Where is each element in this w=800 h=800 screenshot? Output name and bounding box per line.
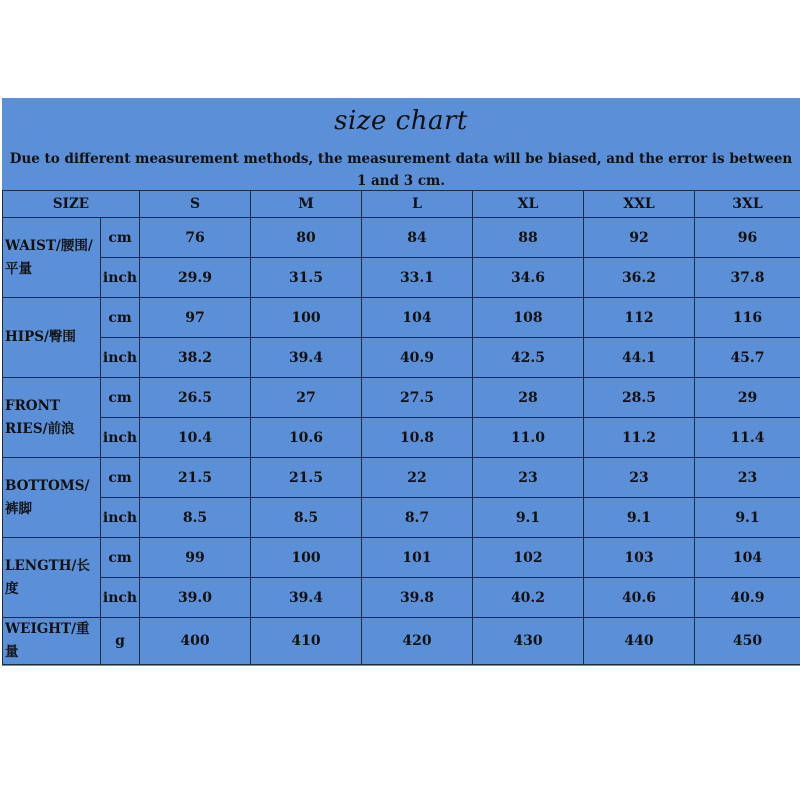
value-cell: 8.7 [362, 498, 473, 538]
size-header-cell: S [140, 191, 251, 218]
value-cell: 34.6 [473, 258, 584, 298]
unit-cell: cm [101, 458, 140, 498]
value-cell: 11.0 [473, 418, 584, 458]
size-header-cell: 3XL [695, 191, 800, 218]
value-cell: 38.2 [140, 338, 251, 378]
value-cell: 45.7 [695, 338, 800, 378]
value-cell: 37.8 [695, 258, 800, 298]
measure-label-length: LENGTH/长度 [3, 538, 101, 618]
table-row [3, 458, 800, 498]
unit-cell: cm [101, 218, 140, 258]
value-cell: 29 [695, 378, 800, 418]
value-cell: 80 [251, 218, 362, 258]
table-row [3, 298, 800, 338]
unit-cell: inch [101, 338, 140, 378]
value-cell: 116 [695, 298, 800, 338]
value-cell: 28 [473, 378, 584, 418]
size-table [2, 190, 800, 665]
value-cell: 33.1 [362, 258, 473, 298]
value-cell: 88 [473, 218, 584, 258]
table-row [3, 498, 800, 538]
value-cell: 21.5 [140, 458, 251, 498]
value-cell: 11.2 [584, 418, 695, 458]
measure-label-front-rise: FRONT RIES/前浪 [3, 378, 101, 458]
value-cell: 40.2 [473, 578, 584, 618]
size-header-cell: L [362, 191, 473, 218]
unit-cell: inch [101, 498, 140, 538]
value-cell: 42.5 [473, 338, 584, 378]
value-cell: 39.0 [140, 578, 251, 618]
value-cell: 100 [251, 538, 362, 578]
size-header-row [3, 191, 800, 218]
value-cell: 410 [251, 618, 362, 665]
value-cell: 9.1 [584, 498, 695, 538]
value-cell: 76 [140, 218, 251, 258]
value-cell: 10.6 [251, 418, 362, 458]
value-cell: 31.5 [251, 258, 362, 298]
size-header-label: SIZE [3, 191, 140, 218]
value-cell: 40.9 [695, 578, 800, 618]
value-cell: 28.5 [584, 378, 695, 418]
value-cell: 84 [362, 218, 473, 258]
value-cell: 103 [584, 538, 695, 578]
value-cell: 108 [473, 298, 584, 338]
value-cell: 36.2 [584, 258, 695, 298]
table-row [3, 218, 800, 258]
value-cell: 40.6 [584, 578, 695, 618]
value-cell: 400 [140, 618, 251, 665]
value-cell: 9.1 [695, 498, 800, 538]
table-row [3, 338, 800, 378]
value-cell: 420 [362, 618, 473, 665]
unit-cell: cm [101, 298, 140, 338]
value-cell: 11.4 [695, 418, 800, 458]
chart-header [2, 98, 800, 190]
value-cell: 10.4 [140, 418, 251, 458]
unit-cell: inch [101, 258, 140, 298]
unit-cell: inch [101, 578, 140, 618]
value-cell: 92 [584, 218, 695, 258]
size-chart [2, 98, 800, 666]
value-cell: 97 [140, 298, 251, 338]
size-header-cell: XXL [584, 191, 695, 218]
value-cell: 23 [584, 458, 695, 498]
value-cell: 8.5 [251, 498, 362, 538]
value-cell: 100 [251, 298, 362, 338]
value-cell: 22 [362, 458, 473, 498]
table-row [3, 618, 800, 665]
value-cell: 21.5 [251, 458, 362, 498]
table-row [3, 378, 800, 418]
table-row [3, 538, 800, 578]
value-cell: 112 [584, 298, 695, 338]
value-cell: 104 [695, 538, 800, 578]
value-cell: 99 [140, 538, 251, 578]
unit-cell: inch [101, 418, 140, 458]
value-cell: 440 [584, 618, 695, 665]
value-cell: 8.5 [140, 498, 251, 538]
unit-cell: cm [101, 378, 140, 418]
value-cell: 27.5 [362, 378, 473, 418]
value-cell: 101 [362, 538, 473, 578]
value-cell: 44.1 [584, 338, 695, 378]
chart-title: size chart [334, 106, 468, 136]
table-row [3, 258, 800, 298]
value-cell: 430 [473, 618, 584, 665]
value-cell: 450 [695, 618, 800, 665]
value-cell: 23 [473, 458, 584, 498]
value-cell: 10.8 [362, 418, 473, 458]
measure-label-bottoms: BOTTOMS/裤脚 [3, 458, 101, 538]
value-cell: 102 [473, 538, 584, 578]
unit-cell: cm [101, 538, 140, 578]
size-header-cell: M [251, 191, 362, 218]
table-row [3, 578, 800, 618]
size-header-cell: XL [473, 191, 584, 218]
measurement-note: Due to different measurement methods, the measurement data will be biased, and the error is between 1 and 3 cm. [9, 151, 793, 189]
value-cell: 27 [251, 378, 362, 418]
value-cell: 29.9 [140, 258, 251, 298]
unit-cell: g [101, 618, 140, 665]
value-cell: 40.9 [362, 338, 473, 378]
value-cell: 39.8 [362, 578, 473, 618]
value-cell: 39.4 [251, 578, 362, 618]
value-cell: 23 [695, 458, 800, 498]
measure-label-weight: WEIGHT/重量 [3, 618, 101, 665]
value-cell: 96 [695, 218, 800, 258]
measure-label-hips: HIPS/臀围 [3, 298, 101, 378]
value-cell: 39.4 [251, 338, 362, 378]
table-row [3, 418, 800, 458]
measure-label-waist: WAIST/腰围/平量 [3, 218, 101, 298]
value-cell: 26.5 [140, 378, 251, 418]
value-cell: 9.1 [473, 498, 584, 538]
value-cell: 104 [362, 298, 473, 338]
